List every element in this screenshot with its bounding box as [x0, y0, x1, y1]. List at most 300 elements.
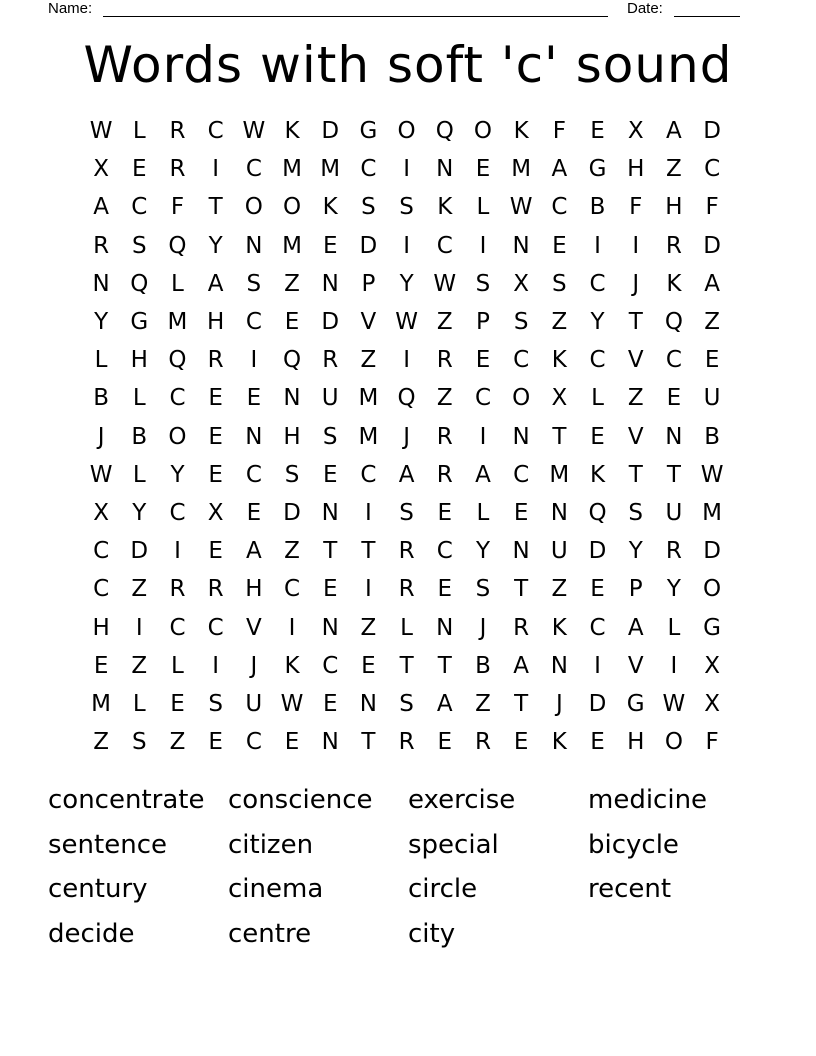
grid-letter: G [703, 614, 721, 641]
grid-letter: R [665, 538, 682, 565]
word-list-item: medicine [588, 785, 708, 815]
grid-letter: C [131, 194, 148, 221]
grid-letter: C [207, 118, 224, 145]
grid-letter: R [436, 423, 453, 450]
grid-letter: R [513, 614, 530, 641]
grid-letter: N [245, 232, 263, 259]
grid-letter: M [167, 309, 188, 336]
grid-letter: H [627, 156, 645, 183]
grid-letter: J [97, 423, 105, 450]
grid-letter: E [208, 538, 223, 565]
grid-letter: Z [436, 385, 453, 412]
grid-letter: F [629, 194, 643, 221]
grid-letter: N [321, 499, 339, 526]
grid-letter: G [130, 309, 149, 336]
grid-letter: M [282, 156, 302, 183]
grid-letter: T [323, 538, 338, 565]
grid-letter: D [703, 118, 721, 145]
grid-letter: N [245, 423, 263, 450]
word-list-item: bicycle [588, 829, 679, 860]
word-list-item: city [408, 919, 456, 950]
grid-letter: X [704, 690, 720, 717]
grid-letter: Z [169, 729, 186, 756]
grid-letter: E [284, 309, 300, 336]
grid-letter: I [212, 156, 220, 183]
word-list-item: century [48, 874, 148, 905]
grid-letter: Z [360, 347, 377, 374]
grid-letter: B [475, 652, 491, 679]
grid-letter: N [321, 270, 339, 297]
grid-letter: T [361, 538, 376, 565]
grid-letter: X [513, 270, 530, 297]
grid-letter: H [627, 729, 645, 756]
grid-letter: T [514, 690, 529, 717]
grid-letter: H [665, 194, 683, 221]
grid-letter: R [665, 232, 682, 259]
grid-letter: D [321, 118, 340, 145]
grid-letter: U [321, 385, 339, 412]
grid-letter: I [594, 232, 601, 259]
grid-letter: A [551, 156, 568, 183]
grid-letter: D [321, 309, 340, 336]
word-list-item: citizen [228, 829, 314, 860]
grid-letter: D [588, 538, 607, 565]
grid-letter: C [436, 232, 453, 259]
word-list-item: special [408, 829, 499, 860]
grid-letter: E [208, 729, 223, 756]
grid-letter: C [360, 156, 377, 183]
word-list-item: concentrate [48, 785, 205, 815]
grid-letter: K [322, 194, 338, 221]
grid-letter: M [320, 156, 341, 183]
grid-letter: Z [551, 576, 568, 603]
grid-letter: E [322, 461, 338, 488]
word-list-item: circle [408, 874, 478, 905]
grid-letter: E [590, 729, 605, 756]
grid-letter: T [628, 309, 643, 336]
grid-letter: K [284, 118, 300, 145]
grid-letter: S [399, 499, 414, 526]
grid-letter: C [284, 576, 301, 603]
grid-letter: C [93, 576, 110, 603]
grid-letter: Z [551, 309, 568, 336]
grid-letter: L [132, 461, 146, 488]
grid-letter: O [244, 194, 263, 221]
word-list-item: centre [228, 919, 312, 950]
grid-letter: C [474, 385, 491, 412]
grid-letter: L [94, 347, 108, 374]
grid-letter: E [590, 576, 605, 603]
grid-letter: E [437, 576, 453, 603]
grid-letter: R [436, 461, 453, 488]
grid-letter: T [514, 576, 529, 603]
grid-letter: N [321, 614, 339, 641]
grid-letter: L [400, 614, 413, 641]
grid-letter: N [283, 385, 301, 412]
grid-letter: W [700, 461, 724, 488]
grid-letter: N [436, 156, 454, 183]
grid-letter: C [245, 309, 262, 336]
date-field-line [674, 0, 740, 17]
grid-letter: B [589, 194, 606, 221]
header [0, 0, 816, 22]
grid-letter: E [208, 461, 223, 488]
grid-letter: Y [208, 232, 223, 259]
grid-letter: D [359, 232, 378, 259]
grid-letter: H [245, 576, 263, 603]
grid-letter: C [169, 385, 186, 412]
grid-letter: I [632, 232, 640, 259]
grid-letter: I [479, 423, 487, 450]
grid-letter: C [436, 538, 453, 565]
grid-letter: E [666, 385, 682, 412]
grid-letter: L [591, 385, 604, 412]
grid-letter: E [322, 690, 338, 717]
grid-letter: H [283, 423, 301, 450]
grid-letter: X [93, 156, 109, 183]
grid-letter: A [398, 461, 415, 488]
grid-letter: S [322, 423, 338, 450]
grid-letter: R [207, 576, 224, 603]
grid-letter: R [322, 347, 339, 374]
grid-letter: O [397, 118, 416, 145]
grid-letter: M [549, 461, 570, 488]
grid-letter: Z [627, 385, 644, 412]
page-title: Words with soft 'c' sound [83, 36, 733, 94]
grid-letter: S [246, 270, 262, 297]
grid-letter: S [628, 499, 644, 526]
grid-letter: S [131, 729, 147, 756]
grid-letter: O [168, 423, 187, 450]
grid-letter: U [703, 385, 721, 412]
grid-letter: Y [666, 576, 681, 603]
grid-letter: W [242, 118, 266, 145]
grid-letter: C [589, 614, 606, 641]
grid-letter: C [360, 461, 377, 488]
grid-letter: C [245, 461, 262, 488]
grid-letter: V [627, 347, 644, 374]
grid-letter: V [627, 652, 644, 679]
grid-letter: T [437, 652, 452, 679]
grid-letter: V [245, 614, 262, 641]
grid-letter: M [511, 156, 532, 183]
grid-letter: M [702, 499, 723, 526]
grid-letter: K [551, 347, 567, 374]
grid-letter: Q [282, 347, 302, 374]
grid-letter: X [551, 385, 568, 412]
grid-letter: L [132, 118, 146, 145]
grid-letter: Y [590, 309, 605, 336]
grid-letter: E [170, 690, 185, 717]
grid-letter: A [513, 652, 530, 679]
grid-letter: T [552, 423, 567, 450]
word-list-item: cinema [228, 874, 324, 905]
grid-letter: N [665, 423, 683, 450]
date-label: Date: [627, 0, 663, 17]
grid-letter: X [207, 499, 224, 526]
grid-letter: Y [399, 270, 414, 297]
grid-letter: Z [360, 614, 377, 641]
grid-letter: A [245, 538, 262, 565]
grid-letter: Z [284, 538, 300, 565]
grid-letter: P [476, 309, 490, 336]
grid-letter: N [436, 614, 454, 641]
grid-letter: S [552, 270, 567, 297]
grid-letter: K [513, 118, 529, 145]
grid-letter: F [705, 729, 719, 756]
grid-letter: E [284, 729, 300, 756]
grid-letter: I [212, 652, 220, 679]
grid-letter: I [403, 156, 410, 183]
grid-letter: E [246, 499, 262, 526]
grid-letter: S [513, 309, 529, 336]
grid-letter: M [91, 690, 112, 717]
grid-letter: G [359, 118, 378, 145]
grid-letter: E [208, 423, 223, 450]
grid-letter: W [89, 461, 113, 488]
grid-letter: S [208, 690, 223, 717]
grid-letter: C [207, 614, 224, 641]
grid-letter: N [512, 232, 530, 259]
grid-letter: T [628, 461, 643, 488]
grid-letter: V [627, 423, 644, 450]
word-list-item: exercise [408, 785, 516, 815]
grid-letter: I [479, 232, 487, 259]
grid-letter: L [132, 385, 146, 412]
grid-letter: C [169, 499, 186, 526]
grid-letter: N [321, 729, 339, 756]
grid-letter: F [705, 194, 719, 221]
grid-letter: C [245, 156, 262, 183]
grid-letter: N [359, 690, 378, 717]
grid-letter: W [509, 194, 533, 221]
grid-letter: E [475, 347, 491, 374]
grid-letter: S [399, 690, 414, 717]
grid-letter: E [552, 232, 567, 259]
grid-letter: E [361, 652, 376, 679]
grid-letter: I [365, 576, 372, 603]
grid-letter: D [703, 538, 721, 565]
grid-letter: M [358, 423, 379, 450]
grid-letter: J [403, 423, 410, 450]
grid-letter: R [436, 347, 453, 374]
grid-letter: U [245, 690, 263, 717]
grid-letter: R [474, 729, 491, 756]
grid-letter: R [398, 538, 415, 565]
grid-letter: B [131, 423, 148, 450]
grid-letter: R [207, 347, 224, 374]
grid-letter: S [475, 270, 491, 297]
grid-letter: O [282, 194, 302, 221]
grid-letter: O [473, 118, 493, 145]
grid-letter: D [703, 232, 721, 259]
grid-letter: C [665, 347, 682, 374]
word-list [48, 778, 788, 957]
grid-letter: E [437, 499, 453, 526]
grid-letter: N [550, 652, 568, 679]
grid-letter: L [171, 270, 184, 297]
grid-letter: I [403, 232, 410, 259]
grid-letter: S [131, 232, 147, 259]
grid-letter: D [588, 690, 607, 717]
grid-letter: K [551, 614, 567, 641]
grid-letter: I [288, 614, 296, 641]
grid-letter: I [365, 499, 372, 526]
grid-letter: B [704, 423, 720, 450]
grid-letter: T [666, 461, 681, 488]
grid-letter: R [93, 232, 110, 259]
grid-letter: I [250, 347, 258, 374]
grid-letter: L [667, 614, 681, 641]
grid-letter: D [283, 499, 301, 526]
grid-letter: N [512, 423, 530, 450]
grid-letter: I [174, 538, 181, 565]
word-list-item: sentence [48, 829, 167, 860]
grid-letter: N [550, 499, 568, 526]
grid-letter: W [662, 690, 686, 717]
word-list-item: recent [588, 874, 672, 905]
grid-letter: R [169, 156, 186, 183]
grid-letter: C [169, 614, 186, 641]
grid-letter: E [322, 232, 338, 259]
grid-letter: Q [130, 270, 149, 297]
grid-letter: Z [131, 652, 148, 679]
grid-letter: C [322, 652, 339, 679]
grid-letter: I [594, 652, 601, 679]
grid-letter: Q [168, 232, 187, 259]
grid-letter: E [208, 385, 223, 412]
grid-letter: R [398, 729, 415, 756]
grid-letter: W [89, 118, 113, 145]
grid-letter: S [361, 194, 376, 221]
grid-letter: M [282, 232, 302, 259]
grid-letter: J [479, 614, 487, 641]
grid-letter: C [704, 156, 721, 183]
grid-letter: Y [94, 309, 109, 336]
grid-letter: Q [664, 309, 683, 336]
grid-letter: I [135, 614, 143, 641]
grid-letter: G [626, 690, 645, 717]
grid-letter: Z [131, 576, 148, 603]
grid-letter: Z [704, 309, 720, 336]
name-field-line [103, 0, 608, 17]
grid-letter: Q [588, 499, 607, 526]
grid-letter: W [280, 690, 304, 717]
grid-letter: T [208, 194, 223, 221]
word-list-item: decide [48, 919, 135, 950]
grid-letter: L [476, 499, 490, 526]
grid-letter: Z [284, 270, 300, 297]
grid-letter: H [92, 614, 110, 641]
grid-letter: E [590, 423, 605, 450]
grid-letter: C [245, 729, 262, 756]
word-list-item: conscience [228, 785, 373, 815]
grid-letter: N [92, 270, 110, 297]
grid-letter: K [437, 194, 453, 221]
grid-letter: Y [132, 499, 147, 526]
grid-letter: E [590, 118, 605, 145]
grid-letter: U [665, 499, 683, 526]
grid-letter: I [403, 347, 410, 374]
grid-letter: Z [93, 729, 109, 756]
grid-letter: K [284, 652, 300, 679]
grid-letter: C [513, 347, 530, 374]
grid-letter: K [589, 461, 606, 488]
grid-letter: A [475, 461, 491, 488]
grid-letter: T [399, 652, 414, 679]
grid-letter: E [704, 347, 720, 374]
grid-letter: T [361, 729, 376, 756]
grid-letter: D [130, 538, 149, 565]
grid-letter: E [246, 385, 262, 412]
grid-letter: F [170, 194, 185, 221]
grid-letter: X [93, 499, 109, 526]
grid-letter: O [512, 385, 531, 412]
grid-letter: A [93, 194, 109, 221]
grid-letter: J [250, 652, 258, 679]
name-label: Name: [48, 0, 93, 17]
grid-letter: J [632, 270, 640, 297]
grid-letter: E [322, 576, 338, 603]
word-search-grid [82, 112, 734, 761]
grid-letter: N [512, 538, 530, 565]
grid-letter: O [703, 576, 722, 603]
grid-letter: L [476, 194, 490, 221]
grid-letter: B [93, 385, 109, 412]
grid-letter: C [93, 538, 110, 565]
grid-letter: S [475, 576, 491, 603]
grid-letter: C [589, 347, 606, 374]
grid-letter: I [670, 652, 678, 679]
grid-letter: E [437, 729, 453, 756]
grid-letter: Y [475, 538, 490, 565]
grid-letter: L [171, 652, 184, 679]
grid-letter: Q [168, 347, 187, 374]
grid-letter: Y [170, 461, 185, 488]
grid-letter: E [93, 652, 109, 679]
grid-letter: Y [628, 538, 643, 565]
grid-letter: C [551, 194, 568, 221]
grid-letter: R [398, 576, 415, 603]
grid-letter: J [555, 690, 563, 717]
grid-letter: S [284, 461, 300, 488]
grid-letter: P [361, 270, 376, 297]
grid-letter: L [132, 690, 146, 717]
grid-letter: O [664, 729, 683, 756]
grid-letter: C [589, 270, 606, 297]
grid-letter: W [433, 270, 457, 297]
grid-letter: G [588, 156, 607, 183]
grid-letter: Z [666, 156, 682, 183]
grid-letter: Q [435, 118, 454, 145]
grid-letter: A [436, 690, 453, 717]
grid-letter: C [513, 461, 530, 488]
grid-letter: X [627, 118, 644, 145]
grid-letter: U [550, 538, 568, 565]
grid-letter: E [475, 156, 491, 183]
grid-letter: A [704, 270, 720, 297]
grid-letter: Z [436, 309, 453, 336]
grid-letter: M [358, 385, 379, 412]
grid-letter: E [513, 499, 529, 526]
grid-letter: W [395, 309, 418, 336]
grid-letter: H [207, 309, 225, 336]
grid-letter: P [628, 576, 643, 603]
grid-letter: A [627, 614, 644, 641]
grid-letter: K [551, 729, 567, 756]
grid-letter: R [169, 118, 186, 145]
grid-letter: S [399, 194, 414, 221]
